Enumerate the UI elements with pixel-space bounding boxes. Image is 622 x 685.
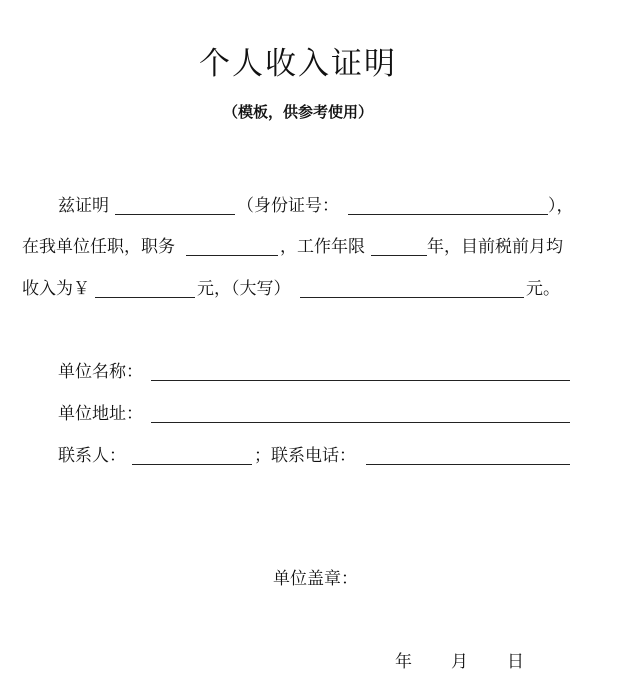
document-subtitle: （模板，供参考使用）: [222, 103, 373, 121]
employment-text: 在我单位任职，职务: [22, 237, 175, 257]
yuan-daxie-label: 元，（大写）: [197, 279, 291, 299]
document-title: 个人收入证明: [199, 46, 397, 82]
contact-phone-blank-line[interactable]: [366, 464, 570, 465]
monthly-income-text: 年，目前税前月均: [427, 237, 563, 257]
work-years-label: ，工作年限: [280, 237, 365, 257]
position-blank-line[interactable]: [186, 255, 278, 256]
contact-phone-label: ；联系电话：: [254, 446, 356, 466]
contact-person-label: 联系人：: [58, 446, 126, 466]
id-suffix: ），: [548, 196, 574, 216]
work-years-blank-line[interactable]: [371, 255, 427, 256]
company-seal-label: 单位盖章：: [273, 569, 358, 589]
id-label: （身份证号：: [237, 196, 339, 216]
company-address-label: 单位地址：: [58, 404, 143, 424]
name-blank-line[interactable]: [115, 214, 235, 215]
income-label: 收入为￥: [22, 279, 90, 299]
final-yuan-label: 元。: [526, 279, 560, 299]
company-name-label: 单位名称：: [58, 362, 143, 382]
income-amount-blank-line[interactable]: [95, 297, 195, 298]
id-number-blank-line[interactable]: [348, 214, 548, 215]
certify-prefix: 兹证明: [58, 196, 109, 216]
company-name-blank-line[interactable]: [151, 380, 570, 381]
date-year-label: 年: [395, 652, 412, 672]
company-address-blank-line[interactable]: [151, 422, 570, 423]
date-month-label: 月: [451, 652, 468, 672]
contact-person-blank-line[interactable]: [132, 464, 252, 465]
date-day-label: 日: [507, 652, 524, 672]
income-in-words-blank-line[interactable]: [300, 297, 524, 298]
